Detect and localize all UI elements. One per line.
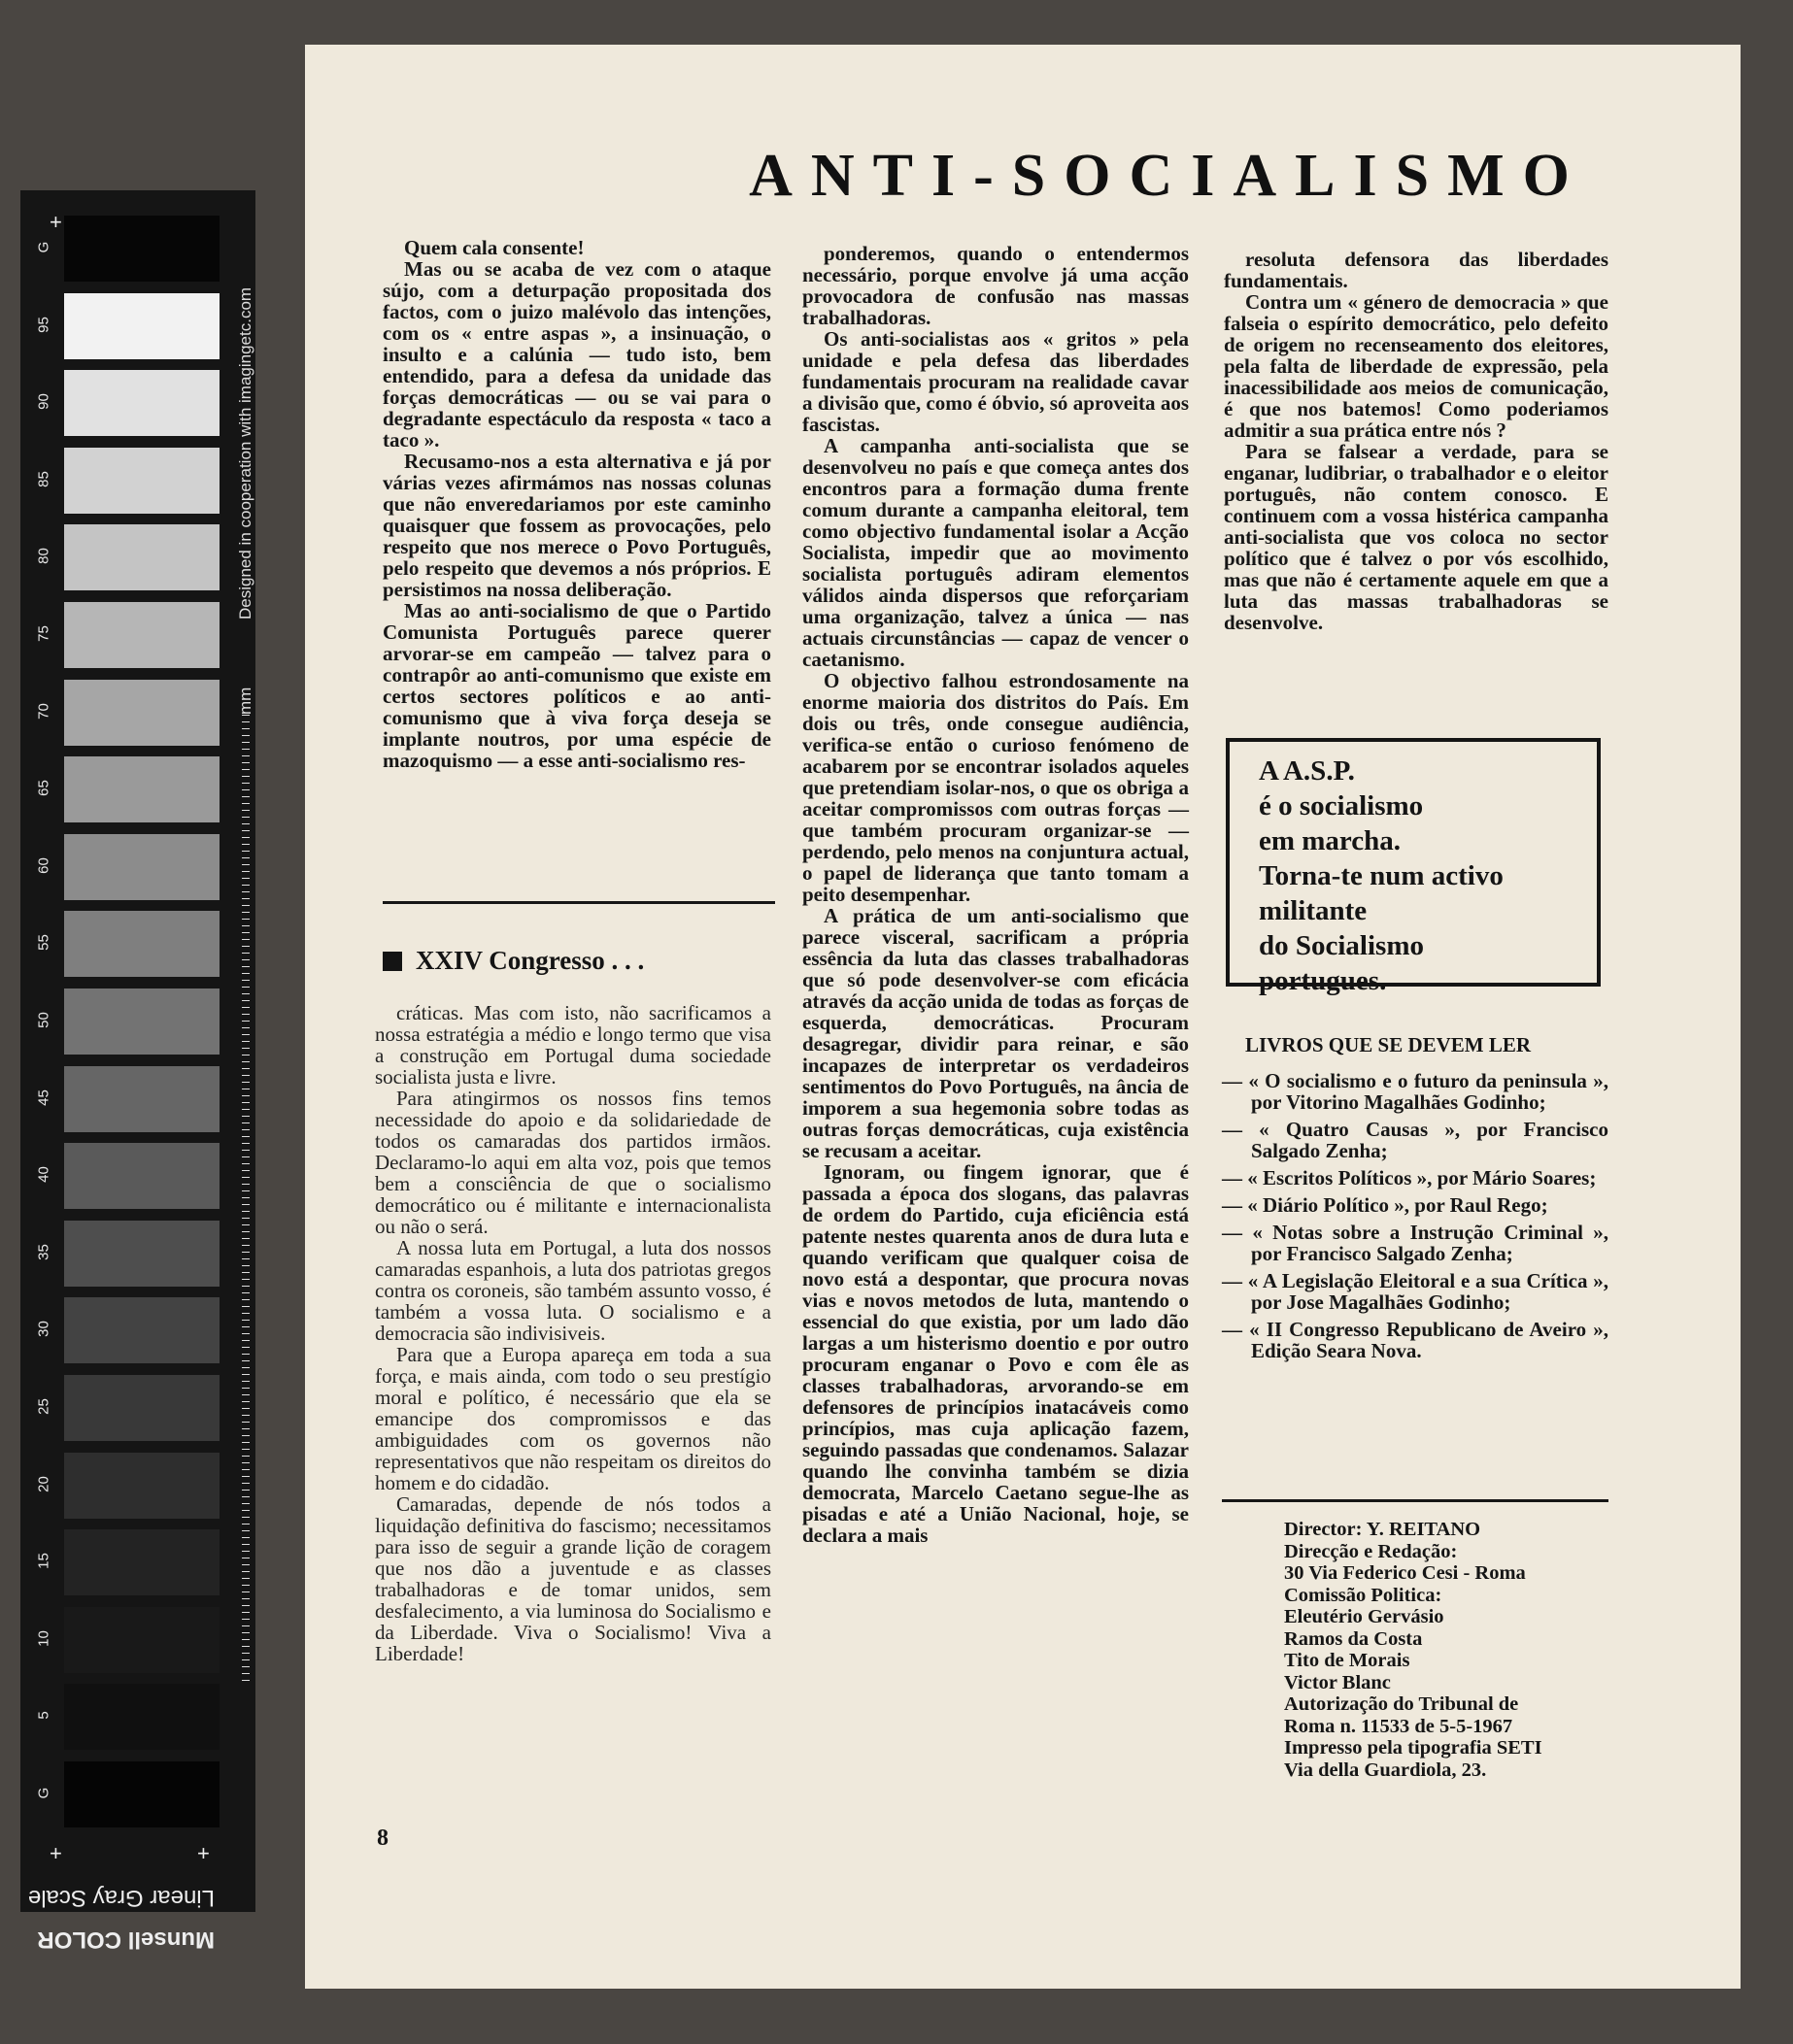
scale-caption: Linear Gray Scale bbox=[27, 1885, 215, 1911]
scale-number: 25 bbox=[35, 1398, 52, 1415]
gray-patch bbox=[64, 988, 220, 1055]
imprint-line: Via della Guardiola, 23. bbox=[1284, 1759, 1487, 1781]
imprint-line: Director: Y. REITANO bbox=[1284, 1519, 1481, 1540]
paragraph: Para atingirmos os nossos fins temos necessidade do apoio e da solidariedade de todos os camaradas dos partidos irmãos. Declaramo-lo aqui em alta voz, pois que temos bem a consciência de que o socialismo democrático ou é militante e internacionalista ou não o será. bbox=[375, 1087, 771, 1238]
scale-number: 35 bbox=[35, 1243, 52, 1260]
scale-number: 40 bbox=[35, 1166, 52, 1184]
paragraph: Para que a Europa apareça em toda a sua força, e mais ainda, com todo o seu prestígio moral e político, é necessário que ela se emancipe dos compromissos e das ambiguidades com os governos não representativos que não respeitam os direitos do homem e do cidadão. bbox=[375, 1343, 771, 1494]
scale-number: 10 bbox=[35, 1629, 52, 1647]
slogan-line: do Socialismo bbox=[1259, 930, 1424, 961]
paragraph: Contra um « género de democracia » que falseia o espírito democrático, pelo defeito de origem no recenseamento dos eleitores, pela falta de liberdade de expressão, pela inacessibilidade aos meios de comunicação, é que nos batemos! Como poderiamos admitir a sua prática entre nós ? bbox=[1224, 290, 1608, 442]
paragraph: A prática de um anti-socialismo que parece visceral, sacrificam a própria essência da luta das classes trabalhadoras que só pode desenvolver-se com eficácia através da acção unida de todas as forças de esquerda, democráticas. Procuram desagregar, dividir para reinar, e são incapazes de interpretar os verdadeiros sentimentos do Povo Português, na ância de imporem a sua hegemonia sobre todas as outras forças democráticas, cuja existência se recusam a aceitar. bbox=[802, 904, 1189, 1162]
congress-heading-text: XXIV Congresso . . . bbox=[416, 946, 645, 975]
asp-slogan-box bbox=[1226, 738, 1601, 996]
brand-logo: Munsell COLOR bbox=[37, 1927, 215, 1953]
congress-heading bbox=[383, 946, 644, 976]
gray-patch bbox=[64, 1529, 220, 1595]
gray-patch bbox=[64, 911, 220, 977]
scale-number: G bbox=[35, 1787, 52, 1799]
column-1-top bbox=[383, 237, 771, 771]
paragraph: Para se falsear a verdade, para se enganar, ludibriar, o trabalhador e o eleitor português, não contem conosco. E continuem com a vossa histérica campanha anti-socialista que vos coloca no sector político que é talvez o por vós escolhido, mas que não é certamente aquele em que a luta das massas trabalhadoras se desenvolve. bbox=[1224, 440, 1608, 634]
plus-mark: + bbox=[50, 1841, 62, 1865]
imprint-line: 30 Via Federico Cesi - Roma bbox=[1284, 1562, 1526, 1584]
unit-label: mm bbox=[236, 687, 254, 715]
gray-patch bbox=[64, 602, 220, 668]
paragraph: Recusamo-nos a esta alternativa e já por várias vezes afirmámos nas nossas colunas que não enveredariamos por este caminho quaisquer que fossem as provocações, pelo respeito que nos merece o Povo Português, pelo respeito que devemos a nós próprios. E persistimos na nossa deliberação. bbox=[383, 450, 771, 601]
paragraph: Os anti-socialistas aos « gritos » pela unidade e pela defesa das liberdades fundamentais procuram na realidade cavar a divisão que, como é óbvio, só aproveita aos fascistas. bbox=[802, 327, 1189, 436]
paragraph: Mas ao anti-socialismo de que o Partido Comunista Português parece querer arvorar-se em campeão — talvez para o contrapôr ao anti-comunismo que existe em certos sectores políticos e ao anti-comunismo que à viva força deseja se implante noutros, por uma espécie de mazoquismo — a esse anti-socialismo res- bbox=[383, 599, 771, 772]
gray-patch bbox=[64, 1607, 220, 1673]
scale-number: 20 bbox=[35, 1475, 52, 1492]
imprint-block bbox=[1284, 1519, 1542, 1781]
gray-scale-card bbox=[20, 190, 255, 1953]
gray-patch bbox=[64, 1375, 220, 1441]
scale-number: 75 bbox=[35, 625, 52, 642]
imprint-line: Ramos da Costa bbox=[1284, 1627, 1423, 1650]
gray-patch bbox=[64, 1221, 220, 1287]
scale-number: 85 bbox=[35, 470, 52, 487]
scale-number: 95 bbox=[35, 316, 52, 333]
book-item: — « Escritos Políticos », por Mário Soares; bbox=[1222, 1166, 1597, 1190]
slogan-line: Torna-te num activo bbox=[1259, 860, 1504, 891]
scale-number: 60 bbox=[35, 856, 52, 874]
imprint-line: Comissão Politica: bbox=[1284, 1584, 1442, 1606]
imprint-line: Eleutério Gervásio bbox=[1284, 1606, 1444, 1627]
books-list bbox=[1222, 1070, 1608, 1367]
gray-patch bbox=[64, 1684, 220, 1750]
scale-number: G bbox=[35, 241, 52, 253]
paragraph: resoluta defensora das liberdades fundamentais. bbox=[1224, 248, 1608, 292]
book-item: — « Quatro Causas », por Francisco Salgado Zenha; bbox=[1222, 1118, 1608, 1162]
slogan-line: militante bbox=[1259, 895, 1368, 926]
paragraph: Quem cala consente! bbox=[404, 236, 585, 259]
book-item: — « O socialismo e o futuro da peninsula », por Vitorino Magalhães Godinho; bbox=[1222, 1069, 1608, 1114]
book-item: — « Diário Político », por Raul Rego; bbox=[1222, 1193, 1548, 1217]
article-title: ANTI-SOCIALISMO bbox=[749, 143, 1588, 209]
scale-number: 90 bbox=[35, 393, 52, 411]
plus-mark: + bbox=[50, 210, 62, 234]
paragraph: Mas ou se acaba de vez com o ataque sújo, com a deturpação propositada dos factos, com o juizo malévolo das intenções, com os « entre aspas », a insinuação, o insulto e a calúnia — tudo isto, bem entendido, para a defesa da unidade das forças democráticas — ou se vai para o degradante espectáculo da resposta « taco a taco ». bbox=[383, 257, 771, 452]
slogan-line: A A.S.P. bbox=[1259, 755, 1355, 787]
gray-patch bbox=[64, 216, 220, 282]
book-item: — « Notas sobre a Instrução Criminal », por Francisco Salgado Zenha; bbox=[1222, 1221, 1608, 1265]
gray-patch bbox=[64, 1297, 220, 1363]
imprint-line: Victor Blanc bbox=[1284, 1671, 1391, 1693]
scale-number: 65 bbox=[35, 780, 52, 797]
scale-number: 55 bbox=[35, 934, 52, 952]
paragraph: A campanha anti-socialista que se desenvolveu no país e que começa antes dos encontros para a formação duma frente comum durante a campanha eleitoral, tem como objectivo fundamental isolar a Acção Socialista, impedir que ao movimento socialista português adiram elementos válidos ainda dispersos que reforçariam uma organização, talvez a única — nas actuais circunstâncias — capaz de vencer o caetanismo. bbox=[802, 434, 1189, 671]
slogan-line: portugues. bbox=[1259, 965, 1387, 996]
gray-patch bbox=[64, 524, 220, 590]
credit-text: Designed in cooperation with imagingetc.com bbox=[236, 286, 254, 620]
slogan-line: em marcha. bbox=[1259, 825, 1402, 856]
scale-number: 5 bbox=[35, 1711, 52, 1721]
plus-mark: + bbox=[197, 1841, 210, 1865]
mm-ruler bbox=[242, 715, 250, 1686]
gray-patch bbox=[64, 293, 220, 359]
book-item: — « II Congresso Republicano de Aveiro », Edição Seara Nova. bbox=[1222, 1318, 1608, 1362]
imprint-line: Tito de Morais bbox=[1284, 1650, 1410, 1671]
gray-patch bbox=[64, 680, 220, 746]
paragraph: Camaradas, depende de nós todos a liquidação definitiva do fascismo; necessitamos para isso de seguir a grande lição de coragem que nos dão a juventude e as classes trabalhadoras e de tomar unidos, sem desfalecimento, a via luminosa do Socialismo e da Liberdade. Viva o Socialismo! Viva a Liberdade! bbox=[375, 1492, 771, 1665]
paragraph: cráticas. Mas com isto, não sacrificamos a nossa estratégia a médio e longo termo que visa a construção em Portugal duma sociedade socialista justa e livre. bbox=[375, 1001, 771, 1089]
gray-patch bbox=[64, 370, 220, 436]
page-number: 8 bbox=[377, 1826, 389, 1851]
gray-patch bbox=[64, 448, 220, 514]
gray-patch bbox=[64, 1453, 220, 1519]
divider bbox=[1222, 1499, 1608, 1502]
imprint-line: Direcção e Redação: bbox=[1284, 1540, 1458, 1562]
column-3 bbox=[1224, 249, 1608, 633]
column-2 bbox=[802, 243, 1189, 1546]
gray-patch bbox=[64, 1761, 220, 1827]
book-item: — « A Legislação Eleitoral e a sua Crítica », por Jose Magalhães Godinho; bbox=[1222, 1269, 1608, 1314]
gray-patch bbox=[64, 1066, 220, 1132]
gray-patch bbox=[64, 756, 220, 822]
scale-number: 50 bbox=[35, 1012, 52, 1028]
slogan-line: é o socialismo bbox=[1259, 790, 1424, 821]
square-bullet-icon bbox=[383, 952, 402, 971]
scale-number: 15 bbox=[35, 1553, 52, 1570]
imprint-line: Autorização do Tribunal de bbox=[1284, 1693, 1519, 1715]
scale-number: 70 bbox=[35, 702, 52, 720]
imprint-line: Roma n. 11533 de 5-5-1967 bbox=[1284, 1715, 1513, 1737]
newspaper-page bbox=[305, 45, 1741, 1989]
column-1-bottom bbox=[375, 1002, 771, 1664]
scale-number: 80 bbox=[35, 548, 52, 565]
scale-number: 30 bbox=[35, 1321, 52, 1338]
scale-number: 45 bbox=[35, 1089, 52, 1106]
gray-patch bbox=[64, 1143, 220, 1209]
imprint-line: Impresso pela tipografia SETI bbox=[1284, 1737, 1542, 1759]
paragraph: A nossa luta em Portugal, a luta dos nossos camaradas espanhois, a luta dos patriotas gregos contra os coroneis, são também assunto vosso, é também a vossa luta. O socialismo e a democracia são indivisiveis. bbox=[375, 1236, 771, 1345]
paragraph: ponderemos, quando o entendermos necessário, porque envolve já uma acção provocadora de confusão nas massas trabalhadoras. bbox=[802, 242, 1189, 329]
paragraph: Ignoram, ou fingem ignorar, que é passada a época dos slogans, das palavras de ordem do Partido, cuja eficiência está patente nestes quarenta anos de dura luta e quando verificam que qualquer coisa de novo está a despontar, que procura novas vias e novos metodos de luta, mantendo o essencial do que existia, por um lado dão largas a um histerismo doentio e por outro procuram enganar o Povo e com êle as classes trabalhadoras, arvorando-se em defensores de princípios inatacáveis como princípios, mas cuja aplicação fazem, seguindo passadas que condenamos. Salazar quando lhe convinha também se dizia democrata, Marcelo Caetano segue-lhe as pisadas e até a União Nacional, hoje, se declara a mais bbox=[802, 1160, 1189, 1547]
gray-patch bbox=[64, 834, 220, 900]
divider bbox=[383, 901, 775, 904]
books-heading: LIVROS QUE SE DEVEM LER bbox=[1245, 1033, 1532, 1056]
paragraph: O objectivo falhou estrondosamente na enorme maioria dos distritos do País. Em dois ou três, onde consegue audiência, verifica-se então o curioso fenómeno de acabarem por se encontrar isolados aqueles que pretendiam isolar-nos, o que os obriga a aceitar compromissos com outras forças — que também procuram organizar-se — perdendo, pelo menos na conjuntura actual, o papel de liderança que tanto tomam a peito desempenhar. bbox=[802, 669, 1189, 906]
